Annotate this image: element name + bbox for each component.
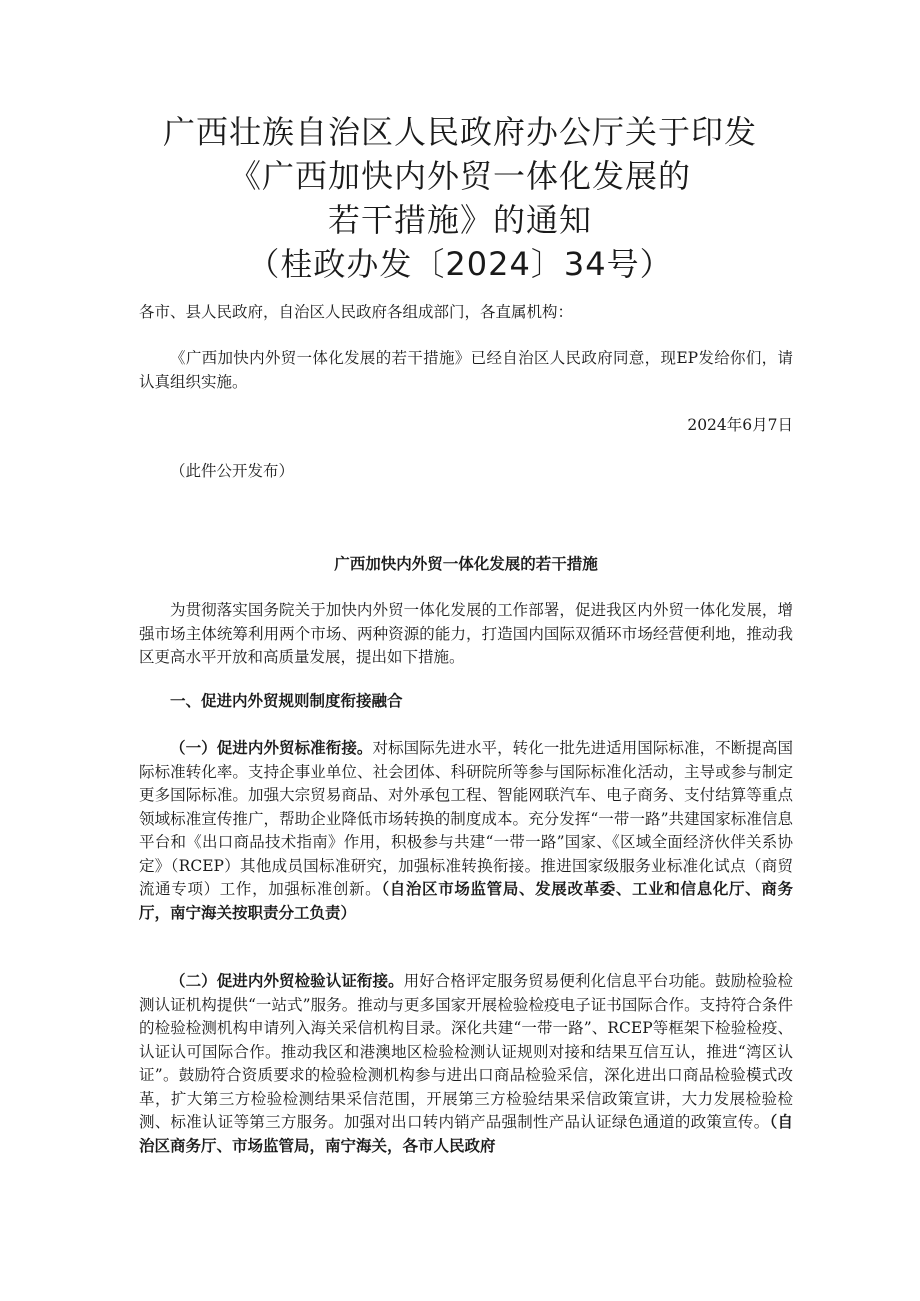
section-1-heading: 一、促进内外贸规则制度衔接融合 <box>170 692 403 710</box>
item-1-paragraph <box>139 737 793 925</box>
item-1-heading: （一）促进内外贸标准衔接。 <box>170 739 373 757</box>
title-line-2: 《广西加快内外贸一体化发展的 <box>228 157 691 195</box>
item-2-paragraph <box>139 970 793 1158</box>
item-2-body: 用好合格评定服务贸易便利化信息平台功能。鼓励检验检测认证机构提供“一站式”服务。推动与更多国家开展检验检疫电子证书国际合作。支持符合条件的检验检测机构申请列入海关采信机构目录。深化共建“一带一路”、RCEP等框架下检验检疫、认证认可国际合作。推动我区和港澳地区检验检测认证规则对接和结果互信互认，推进“湾区认证”。鼓励符合资质要求的检验检测机构参与进出口商品检验采信，深化进出口商品检验模式改革，扩大第三方检验检测结果采信范围，开展第三方检验结果采信政策宣讲，大力发展检验检测、标准认证等第三方服务。加强对出口转内销产品强制性产品认证绿色通道的政策宣传。 <box>139 972 793 1131</box>
document-title <box>130 110 790 286</box>
salutation: 各市、县人民政府，自治区人民政府各组成部门，各直属机构： <box>139 303 574 321</box>
title-line-4: （桂政办发〔2024〕34号） <box>247 245 673 283</box>
item-2-heading: （二）促进内外贸检验认证衔接。 <box>170 972 404 990</box>
preamble-paragraph: 为贯彻落实国务院关于加快内外贸一体化发展的工作部署，促进我区内外贸一体化发展，增强市场主体统筹利用两个市场、两种资源的能力，打造国内国际双循环市场经营便利地，推动我区更高水平开放和高质量发展，提出如下措施。 <box>139 601 793 666</box>
issue-date: 2024年6月7日 <box>687 416 793 434</box>
intro-paragraph: 《广西加快内外贸一体化发展的若干措施》已经自治区人民政府同意，现EP发给你们，请认真组织实施。 <box>139 349 793 391</box>
item-2-responsible: （自治区商务厅、市场监管局，南宁海关，各市人民政府 <box>139 1113 793 1155</box>
item-1-body: 对标国际先进水平，转化一批先进适用国际标准，不断提高国际标准转化率。支持企事业单位、社会团体、科研院所等参与国际标准化活动，主导或参与制定更多国际标准。加强大宗贸易商品、对外承包工程、智能网联汽车、电子商务、支付结算等重点领域标准宣传推广，帮助企业降低市场转换的制度成本。充分发挥“一带一路”共建国家标准信息平台和《出口商品技术指南》作用，积极参与共建“一带一路”国家、《区域全面经济伙伴关系协定》（RCEP）其他成员国标准研究，加强标准转换衔接。推进国家级服务业标准化试点（商贸流通专项）工作，加强标准创新。 <box>139 739 793 898</box>
title-line-1: 广西壮族自治区人民政府办公厅关于印发 <box>162 113 757 151</box>
title-line-3: 若干措施》的通知 <box>327 201 592 239</box>
publish-note: （此件公开发布） <box>170 462 295 480</box>
subtitle: 广西加快内外贸一体化发展的若干措施 <box>334 555 598 573</box>
item-1-responsible: （自治区市场监管局、发展改革委、工业和信息化厅、商务厅，南宁海关按职责分工负责） <box>139 880 793 922</box>
